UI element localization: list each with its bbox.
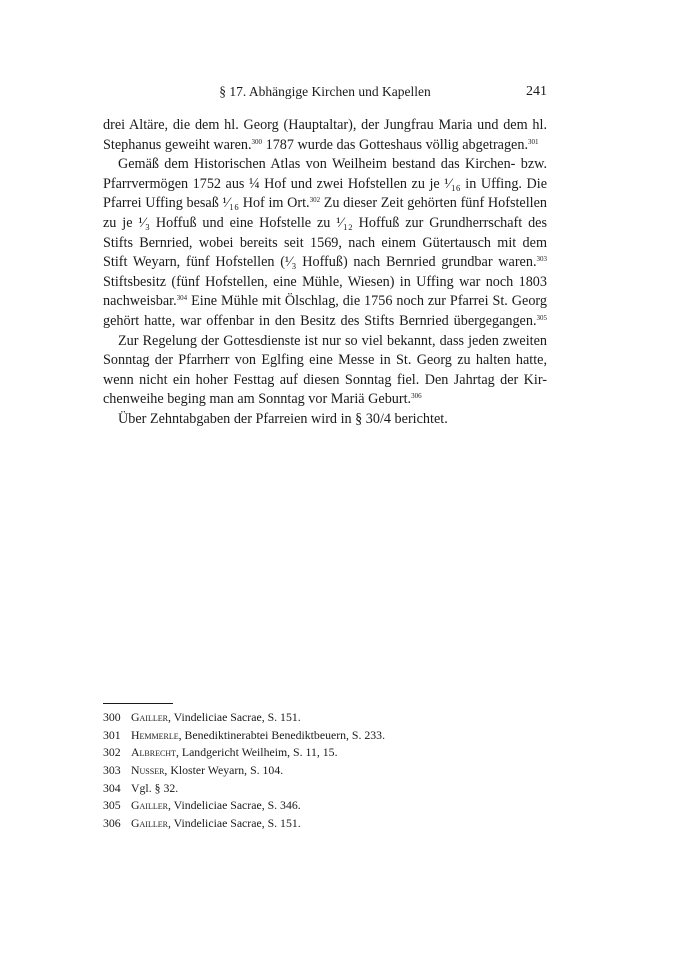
- main-text: [103, 116, 547, 430]
- footnote-number: 305: [103, 798, 121, 813]
- footnote-ref: 305: [536, 313, 547, 322]
- footnote: [103, 815, 547, 833]
- text-line: Sonntag der Pfarrherr von Eglfing eine Messe in St. Georg zu halten hatte,: [103, 352, 547, 369]
- footnote-ref: 301: [528, 137, 539, 146]
- footnote: [103, 797, 547, 815]
- footnote-text: Vgl. § 32.: [131, 780, 179, 795]
- running-title: § 17. Abhängige Kirchen und Kapellen: [219, 84, 431, 99]
- footnote-text: , Benediktinerabtei Benediktbeuern, S. 233.: [178, 727, 386, 742]
- text-line: Stifts Bernried, wobei bereits seit 1569, nach einem Gütertausch mit dem: [103, 234, 547, 251]
- text-line: drei Altäre, die dem hl. Georg (Hauptaltar), der Jungfrau Maria und dem hl.: [103, 117, 547, 133]
- footnote-ref: 306: [411, 392, 422, 401]
- footnote-number: 301: [103, 727, 121, 742]
- text-line: zu je ¹⁄₃ Hoffuß und eine Hofstelle zu ¹⁄₁₂ Hoffuß zur Grundherrschaft des: [103, 214, 547, 231]
- footnote-ref: 303: [536, 255, 547, 264]
- footnotes: [103, 709, 547, 833]
- footnote-author: Gailler: [131, 816, 168, 831]
- footnote-author: Hemmerle: [131, 727, 179, 742]
- footnote-number: 303: [103, 763, 121, 778]
- footnote: [103, 780, 547, 798]
- footnote-author: Nusser: [131, 763, 165, 778]
- page-number: 241: [526, 84, 547, 99]
- footnote-number: 304: [103, 780, 121, 795]
- text-line: Pfarrvermögen 1752 aus ¼ Hof und zwei Hofstellen zu je ¹⁄₁₆ in Uffing. Die: [103, 175, 547, 192]
- footnote-text: , Vindeliciae Sacrae, S. 151.: [167, 816, 301, 831]
- text-line: Stift Weyarn, fünf Hofstellen (¹⁄₃ Hoffuß) nach Bernried grundbar waren.$^{303}$: [103, 254, 547, 271]
- footnote-text: , Landgericht Weilheim, S. 11, 15.: [175, 745, 338, 760]
- running-header: [103, 84, 547, 104]
- text-line: nachweisbar.$^{304}$ Eine Mühle mit Ölschlag, die 1756 noch zur Pfarrei St. Georg: [103, 293, 547, 310]
- text-line: Zur Regelung der Gottesdienste ist nur so viel bekannt, dass jeden zweiten: [118, 332, 547, 349]
- footnote-ref: 300: [251, 137, 263, 146]
- footnote-ref: 302: [309, 196, 321, 205]
- text-line: chenweihe beging man am Sonntag vor Mariä Geburt.$^{306}$: [103, 391, 422, 408]
- footnote: [103, 727, 547, 745]
- footnote-author: Gailler: [131, 798, 168, 813]
- footnote-author: Albrecht: [131, 745, 176, 760]
- footnote-author: Gailler: [131, 710, 168, 724]
- text-line: gehört hatte, war offenbar in den Besitz des Stifts Bernried übergegangen.$^{305}$: [103, 312, 547, 329]
- text-line: Gemäß dem Historischen Atlas von Weilheim bestand das Kirchen- bzw.: [118, 156, 547, 173]
- footnote-ref: 304: [176, 294, 188, 303]
- footnote-text: , Vindeliciae Sacrae, S. 346.: [167, 798, 301, 813]
- footnote-number: 306: [103, 816, 121, 831]
- footnote-text: , Vindeliciae Sacrae, S. 151.: [167, 710, 301, 724]
- footnote: [103, 709, 547, 727]
- footnote: [103, 744, 547, 762]
- footnote-number: 300: [103, 710, 121, 724]
- text-line: Stiftsbesitz (fünf Hofstellen, eine Mühle, Wiesen) in Uffing war noch 1803: [103, 273, 547, 290]
- footnote-number: 302: [103, 745, 121, 760]
- footnote-separator: [103, 703, 173, 704]
- footnote-text: , Kloster Weyarn, S. 104.: [164, 763, 284, 778]
- text-line: Über Zehntabgaben der Pfarreien wird in § 30/4 berichtet.: [118, 410, 448, 427]
- footnote: [103, 762, 547, 780]
- text-line: wenn nicht ein hoher Festtag auf diesen Sonntag fiel. Den Jahrtag der Kir-: [103, 371, 547, 388]
- text-line: Stephanus geweiht waren.$^{300}$ 1787 wurde das Gotteshaus völlig abgetragen.$^{301}$: [103, 136, 539, 153]
- text-line: Pfarrei Uffing besaß ¹⁄₁₆ Hof im Ort.$^{302}$ Zu dieser Zeit gehörten fünf Hofstellen: [103, 195, 547, 212]
